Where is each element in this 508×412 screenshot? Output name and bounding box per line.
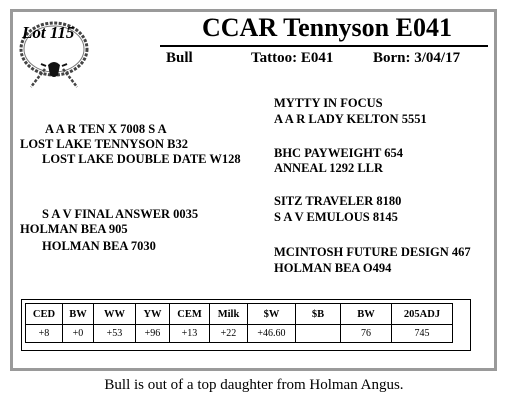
epd-table <box>25 303 453 343</box>
epd-value: +46.60 <box>248 325 296 343</box>
pedigree-sire: LOST LAKE TENNYSON B32 <box>20 137 188 151</box>
pedigree-dam-sire: S A V FINAL ANSWER 0035 <box>42 207 199 221</box>
pedigree-right-3: BHC PAYWEIGHT 654 <box>274 146 403 160</box>
epd-header: YW <box>136 304 170 325</box>
epd-header: WW <box>94 304 136 325</box>
lot-caption: Bull is out of a top daughter from Holman Angus. <box>104 377 404 393</box>
pedigree-right-5: SITZ TRAVELER 8180 <box>274 194 402 208</box>
lot-number: Lot 115 <box>22 23 75 42</box>
pedigree-sire-sire: A A R TEN X 7008 S A <box>45 122 167 136</box>
epd-header: $W <box>248 304 296 325</box>
pedigree-right-6: S A V EMULOUS 8145 <box>274 210 398 224</box>
epd-value: +13 <box>170 325 210 343</box>
pedigree-right-8: HOLMAN BEA O494 <box>274 261 392 275</box>
epd-value-row <box>26 325 453 343</box>
tattoo-id: Tattoo: E041 <box>251 50 334 66</box>
pedigree-sire-dam: LOST LAKE DOUBLE DATE W128 <box>42 152 241 166</box>
epd-value: 745 <box>392 325 453 343</box>
pedigree-right-2: A A R LADY KELTON 5551 <box>274 112 427 126</box>
epd-value: +53 <box>94 325 136 343</box>
birth-date: Born: 3/04/17 <box>373 50 461 66</box>
name-underline <box>160 45 488 47</box>
epd-header: BW <box>341 304 392 325</box>
epd-header: 205ADJ <box>392 304 453 325</box>
epd-header: BW <box>63 304 94 325</box>
epd-header: $B <box>296 304 341 325</box>
animal-sex: Bull <box>166 50 193 66</box>
epd-value <box>296 325 341 343</box>
pedigree-right-1: MYTTY IN FOCUS <box>274 96 383 110</box>
pedigree-right-7: MCINTOSH FUTURE DESIGN 467 <box>274 245 471 259</box>
pedigree-dam-dam: HOLMAN BEA 7030 <box>42 239 156 253</box>
epd-value: +8 <box>26 325 63 343</box>
epd-value: +96 <box>136 325 170 343</box>
epd-header: CEM <box>170 304 210 325</box>
animal-name: CCAR Tennyson E041 <box>202 13 452 42</box>
epd-header-row <box>26 304 453 325</box>
pedigree-right-4: ANNEAL 1292 LLR <box>274 161 384 175</box>
epd-value: 76 <box>341 325 392 343</box>
epd-header: Milk <box>210 304 248 325</box>
epd-header: CED <box>26 304 63 325</box>
epd-value: +0 <box>63 325 94 343</box>
epd-value: +22 <box>210 325 248 343</box>
pedigree-dam: HOLMAN BEA 905 <box>20 222 128 236</box>
